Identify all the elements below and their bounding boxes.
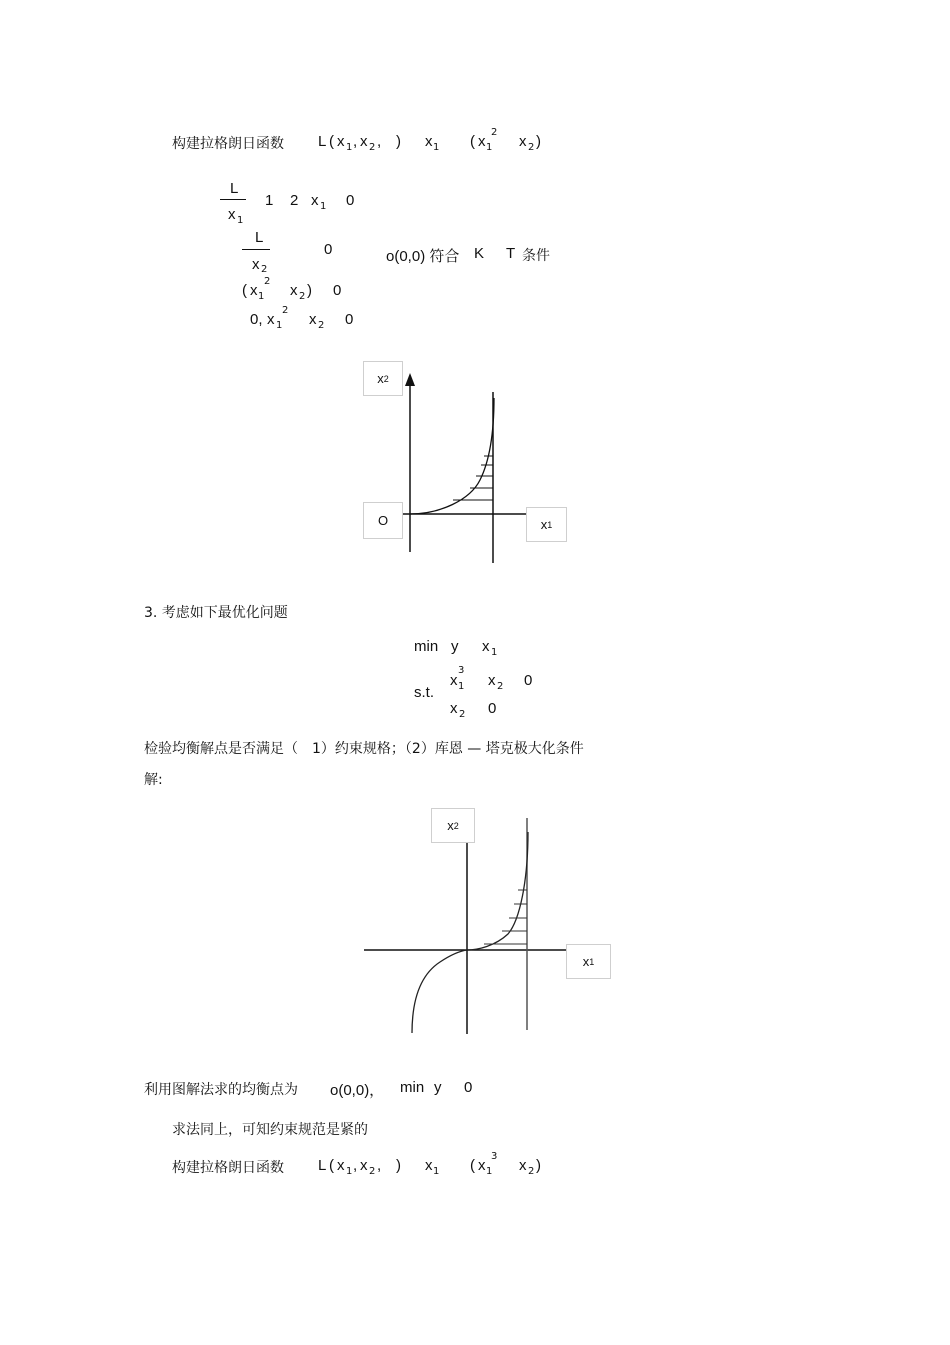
y-axis-label-sub: 2: [383, 373, 389, 384]
math-var: x: [478, 133, 486, 150]
kkt-conclusion: o(0,0) 符合: [386, 248, 460, 265]
lagrangian-label: 构建拉格朗日函数: [172, 136, 284, 152]
math-var: x: [360, 133, 368, 150]
math-paren: (: [329, 1157, 334, 1174]
frac-numerator: L: [255, 229, 264, 246]
math-sub: 1: [486, 142, 493, 153]
math-var: x: [267, 311, 275, 328]
math-sub: 1: [276, 320, 283, 331]
x-axis-label-sub: 1: [547, 519, 553, 530]
frac-denominator: x: [228, 206, 236, 223]
math-sub: 1: [258, 291, 265, 302]
math-sub: 1: [458, 681, 465, 692]
math-paren: ): [396, 133, 401, 150]
math-paren: ): [307, 282, 312, 299]
math-var: x: [519, 133, 527, 150]
math-sub: 1: [433, 1166, 440, 1177]
math-number: 0: [524, 672, 533, 689]
math-comma: ,: [377, 1157, 382, 1174]
math-sub: 1: [320, 201, 327, 212]
constraint-note: 求法同上，可知约束规范是紧的: [172, 1122, 368, 1138]
math-paren: ): [396, 1157, 401, 1174]
math-comma: ,: [353, 133, 358, 150]
math-paren: ): [536, 1157, 541, 1174]
math-sub: 1: [237, 215, 244, 226]
math-sub: 2: [459, 709, 466, 720]
problem-question: 检验均衡解点是否满足（ 1）约束规格；（2）库恩 — 塔克极大化条件: [144, 741, 584, 757]
math-K: K: [474, 245, 485, 262]
math-paren: ): [536, 133, 541, 150]
math-var: x: [488, 672, 496, 689]
math-exp: 3: [491, 1151, 498, 1162]
math-var: x: [450, 672, 458, 689]
math-var: x: [337, 1157, 345, 1174]
math-number: 0,: [250, 311, 263, 328]
math-number: 0: [345, 311, 354, 328]
math-L: L: [318, 1157, 327, 1174]
frac-denominator: x: [252, 256, 260, 273]
math-sub: 2: [299, 291, 306, 302]
y-axis-label-sub: 2: [453, 820, 459, 831]
math-number: 0: [488, 700, 497, 717]
math-var: x: [482, 638, 490, 655]
solution-label: 解:: [144, 772, 163, 788]
problem-heading: 3. 考虑如下最优化问题: [144, 605, 288, 621]
kkt-conclusion-tail: 条件: [522, 248, 550, 264]
math-sub: 2: [369, 142, 376, 153]
math-st: s.t.: [414, 684, 435, 701]
math-sub: 1: [433, 142, 440, 153]
math-var: x: [425, 1157, 433, 1174]
math-sub: 1: [346, 142, 353, 153]
math-number: 2: [290, 192, 299, 209]
math-sub: 1: [346, 1166, 353, 1177]
math-var: x: [337, 133, 345, 150]
math-var: x: [360, 1157, 368, 1174]
math-exp: 2: [264, 276, 271, 287]
math-var: x: [311, 192, 319, 209]
math-sub: 2: [497, 681, 504, 692]
math-var: x: [478, 1157, 486, 1174]
math-sub: 2: [369, 1166, 376, 1177]
math-exp: 2: [282, 305, 289, 316]
math-number: 0: [346, 192, 355, 209]
math-comma: ,: [377, 133, 382, 150]
math-paren: (: [470, 1157, 475, 1174]
math-sub: 1: [491, 647, 498, 658]
origin-label-text: O: [377, 513, 389, 528]
math-L: L: [318, 133, 327, 150]
math-paren: (: [329, 133, 334, 150]
math-paren: (: [242, 282, 247, 299]
math-number: 0: [464, 1079, 473, 1096]
y-axis-label-var: x: [377, 371, 384, 386]
math-sub: 2: [528, 1166, 535, 1177]
math-exp: 3: [458, 665, 465, 676]
math-var: y: [434, 1079, 442, 1096]
y-axis-label-var: x: [447, 818, 454, 833]
frac-numerator: L: [230, 180, 239, 197]
math-var: x: [519, 1157, 527, 1174]
x-axis-label-var: x: [582, 954, 590, 969]
math-var: x: [250, 282, 258, 299]
math-number: 0: [333, 282, 342, 299]
math-min: min: [400, 1079, 425, 1096]
math-var: x: [290, 282, 298, 299]
result-label: 利用图解法求的均衡点为: [144, 1082, 298, 1098]
math-min: min: [414, 638, 439, 655]
x-axis-label-var: x: [540, 517, 548, 532]
math-sub: 2: [528, 142, 535, 153]
math-sub: 1: [486, 1166, 493, 1177]
math-sub: 2: [261, 264, 268, 275]
math-comma: ,: [353, 1157, 358, 1174]
y-axis-label: [431, 808, 475, 843]
curve: [412, 832, 528, 1033]
lagrangian-label: 构建拉格朗日函数: [172, 1160, 284, 1176]
math-number: 0: [324, 241, 333, 258]
math-sub: 2: [318, 320, 325, 331]
math-var: x: [450, 700, 458, 717]
math-exp: 2: [491, 127, 498, 138]
math-number: 1: [265, 192, 274, 209]
math-paren: (: [470, 133, 475, 150]
equilibrium-point: o(0,0)，: [330, 1082, 385, 1099]
math-var: x: [425, 133, 433, 150]
math-var: y: [451, 638, 459, 655]
math-T: T: [506, 245, 516, 262]
x-axis-label-sub: 1: [589, 956, 595, 967]
math-var: x: [309, 311, 317, 328]
x-axis-label: [566, 944, 611, 979]
